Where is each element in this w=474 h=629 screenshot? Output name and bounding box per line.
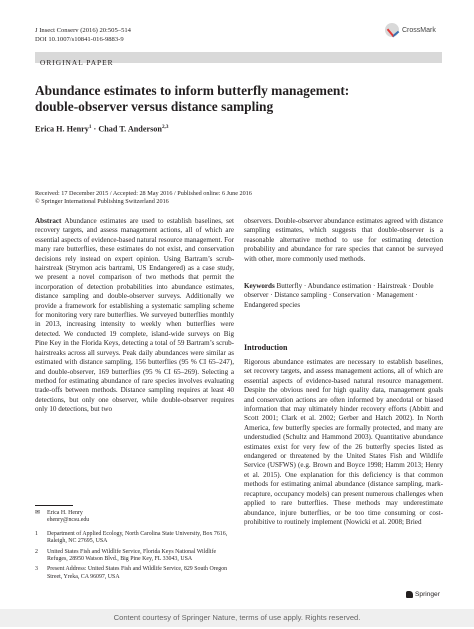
affiliation-text: Department of Applied Ecology, North Carolina State University, Box 7616, Raleigh, NC 27695, USA xyxy=(47,530,228,545)
article-title xyxy=(35,83,445,114)
abstract-paragraph xyxy=(35,217,234,415)
history-line: Received: 17 December 2015 / Accepted: 28 May 2016 / Published online: 6 June 2016 xyxy=(35,190,252,197)
affiliation-footnote xyxy=(35,566,234,581)
author-affiliation-mark: 2,3 xyxy=(161,124,169,130)
article-type-band xyxy=(35,52,442,67)
section-heading: Introduction xyxy=(244,343,288,352)
affiliation-mark: 2 xyxy=(35,548,38,555)
footer-banner[interactable] xyxy=(0,609,474,627)
springer-horse-icon xyxy=(406,591,413,598)
affiliation-mark: 1 xyxy=(35,530,38,537)
author-separator: · xyxy=(93,124,97,134)
author-name[interactable]: Erica H. Henry xyxy=(35,124,89,134)
journal-line: J Insect Conserv (2016) 20:505–514 xyxy=(35,27,131,34)
affiliation-mark: 3 xyxy=(35,566,38,573)
envelope-icon: ✉ xyxy=(35,510,40,516)
crossmark-badge[interactable] xyxy=(385,23,436,37)
abstract-column xyxy=(35,217,234,415)
affiliation-footnote xyxy=(35,531,234,546)
publisher-name: Springer xyxy=(415,591,440,598)
keywords-list: Butterfly · Abundance estimation · Hairstreak · Double observer · Distance sampling · Conservation · Management · Endangered species xyxy=(244,282,434,309)
corresponding-name: Erica H. Henry xyxy=(47,510,83,516)
abstract-continued xyxy=(244,217,443,264)
affiliation-footnote xyxy=(35,549,234,564)
abstract-body: Abundance estimates are used to establish baselines, set recovery targets, and assess management actions, all of which are essential aspects of evidence-based natural resource management. For many rare butterflies, these estimates do not exist, and conservation decisions rely instead on expert opinion. Using Bartram’s scrub-hairstreak (Strymon acis bartrami, US Endangered) as a case study, we present a novel comparison of two methods that permit the incorporation of detection probabilities into abundance estimates, distance sampling and double-observer surveys. Additionally we provide a framework for establishing a systematic sampling scheme for monitoring very rare butterflies. We surveyed butterflies monthly in 2013, increasing intensity to weekly when butterflies were detected. We conducted 19 complete, island-wide surveys on Big Pine Key in the Florida Keys, detecting a total of 59 Bartram’s scrub-hairstreaks across all surveys. Peak daily abundances were similar as estimated with distance sampling, 156 butterflies (95 % CI 65–247), and double-observer, 169 butterflies (95 % CI 65–269). Selecting a method for estimating abundance of rare species involves evaluating trade-offs between methods. Distance sampling requires at least 40 detections, but only one observer, while double-observer requires only 10 detections, but two xyxy=(35,217,234,414)
footer-text: Content courtesy of Springer Nature, terms of use apply. Rights reserved. xyxy=(113,613,361,622)
affiliation-text: United States Fish and Wildlife Service, Florida Keys National Wildlife Refuges, 28950 Watson Blvd., Big Pine Key, FL 33043, USA xyxy=(47,548,217,563)
crossmark-label: CrossMark xyxy=(402,26,436,34)
affiliation-text: Present Address: United States Fish and Wildlife Service, 829 South Oregon Street, Yreka, CA 96097, USA xyxy=(47,566,228,580)
author-affiliation-mark: 1 xyxy=(88,124,92,130)
abstract-label: Abstract xyxy=(35,217,62,225)
title-line-2: double-observer versus distance sampling xyxy=(35,98,274,114)
keywords-block xyxy=(244,282,443,310)
keywords-label: Keywords xyxy=(244,282,275,290)
title-line-1: Abundance estimates to inform butterfly management: xyxy=(35,83,350,98)
abstract-continued-text: observers. Double-observer abundance estimates agreed with distance sampling estimates, which suggests that double-observer is a reasonable alternative method to use for estimating detection probability and abundance for rare species that cannot be surveyed with other, more commonly used methods. xyxy=(244,217,443,263)
author-name[interactable]: Chad T. Anderson xyxy=(98,124,162,134)
footnote-rule xyxy=(35,505,73,506)
journal-citation xyxy=(35,27,131,44)
author-list xyxy=(35,124,168,134)
publication-dates xyxy=(35,190,445,207)
doi-line[interactable]: DOI 10.1007/s10841-016-9883-9 xyxy=(35,35,124,43)
introduction-body: Rigorous abundance estimates are necessary to establish baselines, set recovery targets, and assess management actions, all of which are essential aspects of evidence-based natural resource management. Despite the obvious need for high quality data, management goals and conservation actions are often informed by anecdotal or biased information that may ultimately hinder recovery efforts (Abbitt and Scott 2001; Clark et al. 2002; Gerber and Hatch 2002). In North America, few butterfly species are formally protected, and many are understudied (Schultz and Hammond 2003). Quantitative abundance estimates exist for very few of the 26 butterfly species listed as endangered or threatened by the United States Fish and Wildlife Service (USFWS) (e.g. Brown and Boyce 1998; Hamm 2013; Henry et al. 2015). One explanation for this deficiency is that common methods for estimating animal abundance (distance sampling, mark-recapture, occupancy models) can present numerous challenges when applied to rare butterflies. These methods may underestimate abundance, injure butterflies, or be too time consuming or cost-prohibitive to routinely implement (Nowicki et al. 2008; Bried xyxy=(244,358,443,526)
corresponding-email[interactable]: ehenry@ncsu.edu xyxy=(47,517,90,524)
copyright-line: © Springer International Publishing Switzerland 2016 xyxy=(35,198,169,206)
article-type: ORIGINAL PAPER xyxy=(40,58,114,67)
corresponding-author xyxy=(35,510,234,525)
crossmark-icon xyxy=(385,23,399,37)
introduction-column xyxy=(244,358,443,527)
springer-logo xyxy=(406,591,440,598)
footnotes xyxy=(35,510,234,584)
